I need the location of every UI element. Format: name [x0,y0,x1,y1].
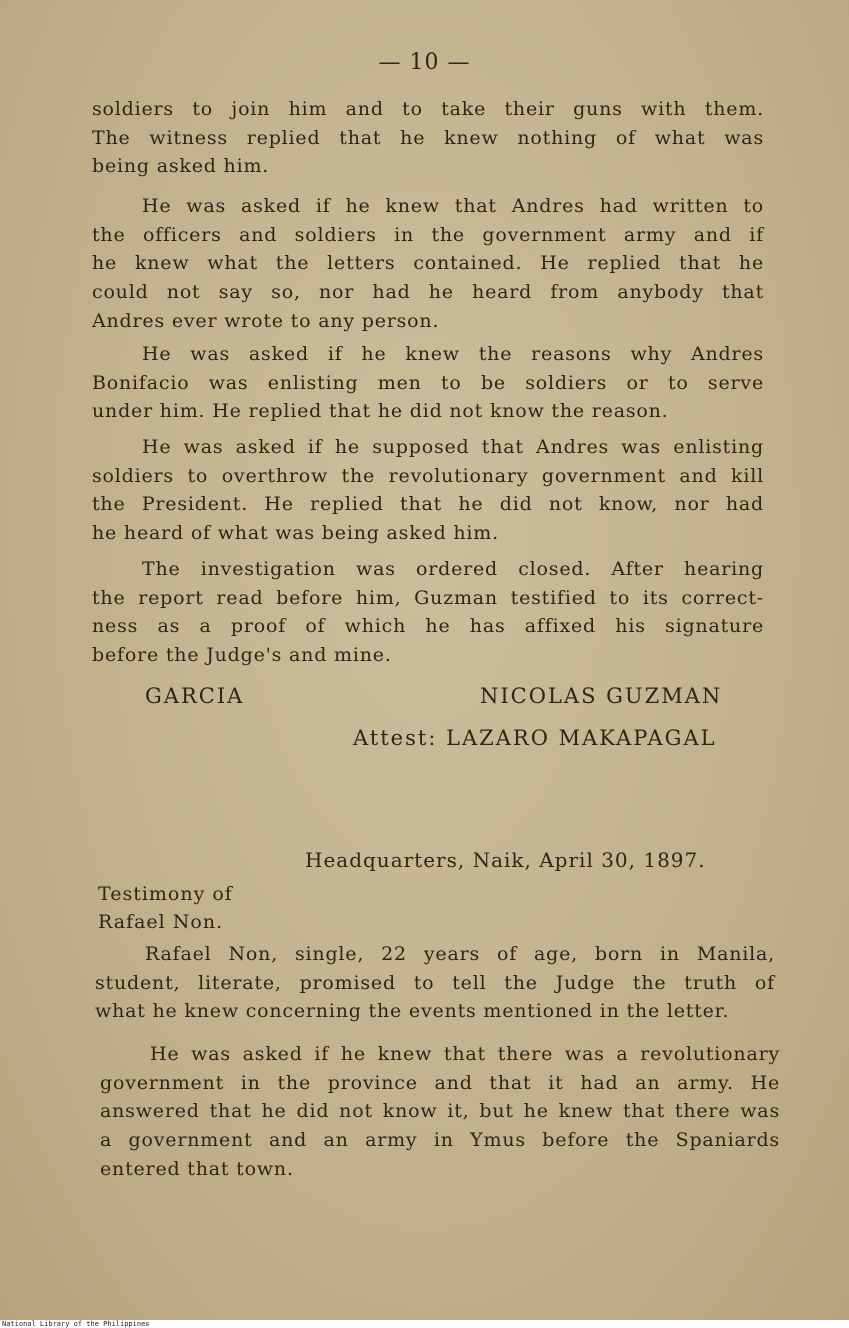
side-heading-line: Testimony of [98,883,233,905]
signature-garcia: GARCIA [145,684,245,708]
text-line: the President. He replied that he did not know, nor had [92,493,764,516]
text-line: He was asked if he knew that there was a revolutionary [150,1043,780,1065]
paragraph-1 [92,95,764,181]
paragraph-3 [92,340,764,426]
text-line: He was asked if he knew that Andres had written to [142,195,764,217]
dateline: Headquarters, Naik, April 30, 1897. [305,848,706,872]
signature-guzman: NICOLAS GUZMAN [480,684,723,708]
text-line: being asked him. [92,155,270,178]
text-line: Bonifacio was enlisting men to be soldiers or to serve [92,371,764,394]
paragraph-4 [92,433,764,548]
footer-credit: National Library of the Philippines [2,1320,150,1328]
text-line: what he knew concerning the events mentioned in the letter. [95,1000,730,1023]
text-line: under him. He replied that he did not know the reason. [92,400,669,423]
paragraph-7 [100,1040,780,1184]
text-line: He was asked if he supposed that Andres was enlisting [142,436,764,458]
page-number: — 10 — [378,50,471,75]
text-line: he heard of what was being asked him. [92,522,499,545]
side-heading [98,880,233,936]
text-line: soldiers to join him and to take their guns with them. [92,98,764,120]
text-line: the report read before him, Guzman testified to its correct- [92,586,764,609]
text-line: before the Judge's and mine. [92,644,392,667]
paragraph-6 [95,940,775,1026]
text-line: The investigation was ordered closed. After hearing [142,558,764,580]
footer-bar [0,1320,849,1328]
text-line: ness as a proof of which he has affixed his signature [92,615,764,638]
text-line: a government and an army in Ymus before the Spaniards [100,1129,780,1152]
text-line: government in the province and that it had an army. He [100,1071,780,1094]
text-line: entered that town. [100,1157,294,1180]
text-line: The witness replied that he knew nothing of what was [92,126,764,149]
text-line: He was asked if he knew the reasons why Andres [142,343,764,365]
side-heading-line: Rafael Non. [98,911,224,933]
text-line: Andres ever wrote to any person. [92,309,440,332]
text-line: answered that he did not know it, but he knew that there was [100,1100,780,1123]
text-line: could not say so, nor had he heard from anybody that [92,281,764,304]
text-line: Rafael Non, single, 22 years of age, born in Manila, [145,943,775,965]
paragraph-5 [92,555,764,670]
paragraph-2 [92,192,764,336]
text-line: student, literate, promised to tell the Judge the truth of [95,971,775,994]
text-line: he knew what the letters contained. He replied that he [92,252,764,275]
attest-line: Attest: LAZARO MAKAPAGAL [353,726,717,750]
text-line: soldiers to overthrow the revolutionary government and kill [92,464,764,487]
text-line: the officers and soldiers in the government army and if [92,223,764,246]
